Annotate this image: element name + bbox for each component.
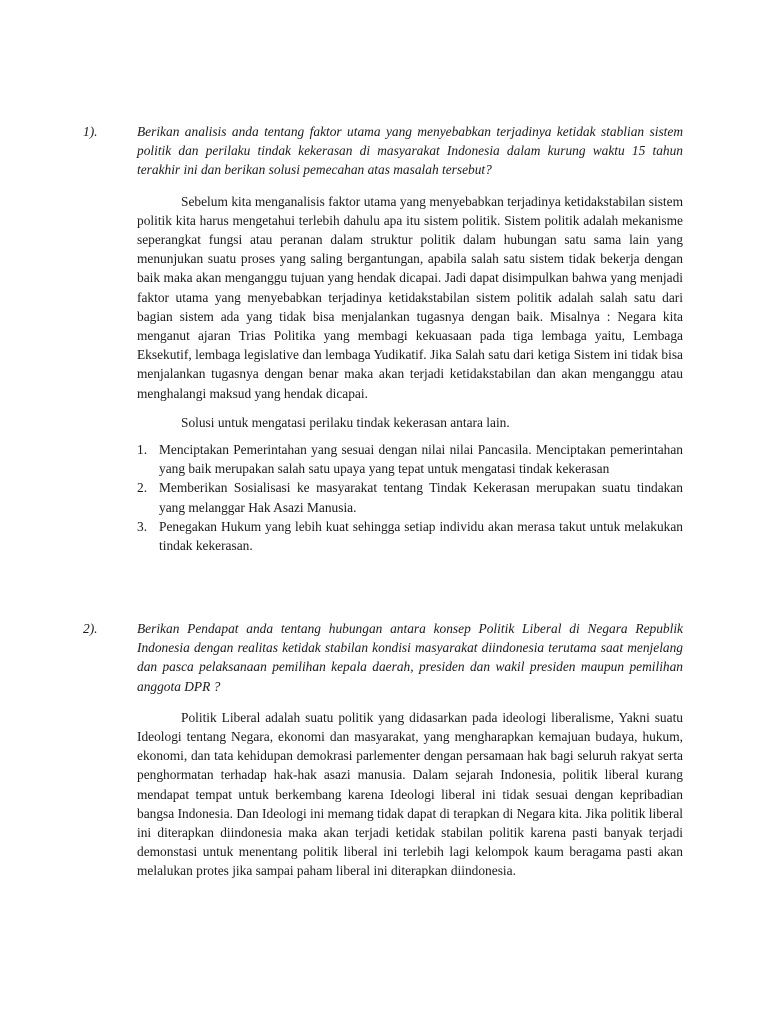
list-item [137,478,683,516]
list-item [137,440,683,478]
question-1-text: Berikan analisis anda tentang faktor utama yang menyebabkan terjadinya ketidak stablian sistem politik dan perilaku tindak kekerasan di masyarakat Indonesia dalam kurung waktu 15 tahun terakhir ini dan berikan solusi pemecahan atas masalah tersebut? [137,124,683,178]
answer-2 [137,708,683,881]
question-2-text: Berikan Pendapat anda tentang hubungan antara konsep Politik Liberal di Negara Republik Indonesia dengan realitas ketidak stabilan kondisi masyarakat diindonesia terutama saat menjelang dan pasca pelaksanaan pemilihan kepala daerah, presiden dan wakil presiden maupun pemilihan anggota DPR ? [137,621,683,694]
list-item-text: Menciptakan Pemerintahan yang sesuai dengan nilai nilai Pancasila. Menciptakan pemerintahan yang baik merupakan salah satu upaya yang tepat untuk mengatasi tindak kekerasan [159,442,683,477]
list-item-number: 3. [137,518,148,534]
list-item-number: 1. [137,442,148,458]
list-item-text: Memberikan Sosialisasi ke masyarakat tentang Tindak Kekerasan merupakan suatu tindakan yang melanggar Hak Asazi Manusia. [159,480,683,515]
solution-list [137,440,683,555]
answer-2-paragraph: Politik Liberal adalah suatu politik yang didasarkan pada ideologi liberalisme, Yakni suatu Ideologi tentang Negara, ekonomi dan masyarakat, yang mengharapkan kemajuan budaya, hukum, ekonomi, dan tata kehidupan demokrasi parlementer dengan persamaan hak bagi seluruh rakyat serta penghormatan terhadap hak-hak asazi manusia. Dalam sejarah Indonesia, politik liberal kurang mendapat tempat untuk berkembang karena Ideologi liberal ini tidak sesuai dengan kepribadian bangsa Indonesia. Dan Ideologi ini memang tidak dapat di terapkan di Negara kita. Jika politik liberal ini diterapkan diindonesia maka akan terjadi ketidak stabilan politik karena pasti banyak terjadi demonstasi untuk menentang politik liberal ini terlebih lagi kelompok kaum beragama pasti akan melalukan protes jika sampai paham liberal ini diterapkan diindonesia. [137,709,683,879]
list-item [137,517,683,555]
question-1-section [83,122,683,555]
question-2-number: 2). [83,621,98,636]
answer-1 [137,192,683,556]
list-item-number: 2. [137,480,148,496]
question-2-section [83,619,683,881]
list-item-text: Penegakan Hukum yang lebih kuat sehingga setiap individu akan merasa takut untuk melakukan tindak kekerasan. [159,518,683,554]
answer-1-paragraph: Sebelum kita menganalisis faktor utama yang menyebabkan terjadinya ketidakstabilan sistem politik kita harus mengetahui terlebih dahulu apa itu sistem politik. Sistem politik adalah mekanisme seperangkat fungsi atau peranan dalam struktur politik dalam hubungan satu sama lain yang menunjukan suatu proses yang saling bergantungan, apabila salah satu sistem tidak bekerja dengan baik maka akan menganggu tujuan yang hendak dicapai. Jadi dapat disimpulkan bahwa yang menjadi faktor utama yang menyebabkan terjadinya ketidakstabilan sistem politik adalah salah satu dari bagian sistem ada yang tidak bisa menjalankan tugasnya dengan baik. Misalnya : Negara kita menganut ajaran Trias Politika yang membagi kekuasaan pada tiga lembaga yaitu, Lembaga Eksekutif, lembaga legislative dan lembaga Yudikatif. Jika Salah satu dari ketiga Sistem ini tidak bisa menjalankan tugasnya dengan benar maka akan terjadi ketidakstabilan dan akan menganggu atau menghalangi maksud yang hendak dicapai. [137,193,683,401]
solution-intro: Solusi untuk mengatasi perilaku tindak kekerasan antara lain. [181,414,510,430]
question-1-number: 1). [83,124,98,139]
